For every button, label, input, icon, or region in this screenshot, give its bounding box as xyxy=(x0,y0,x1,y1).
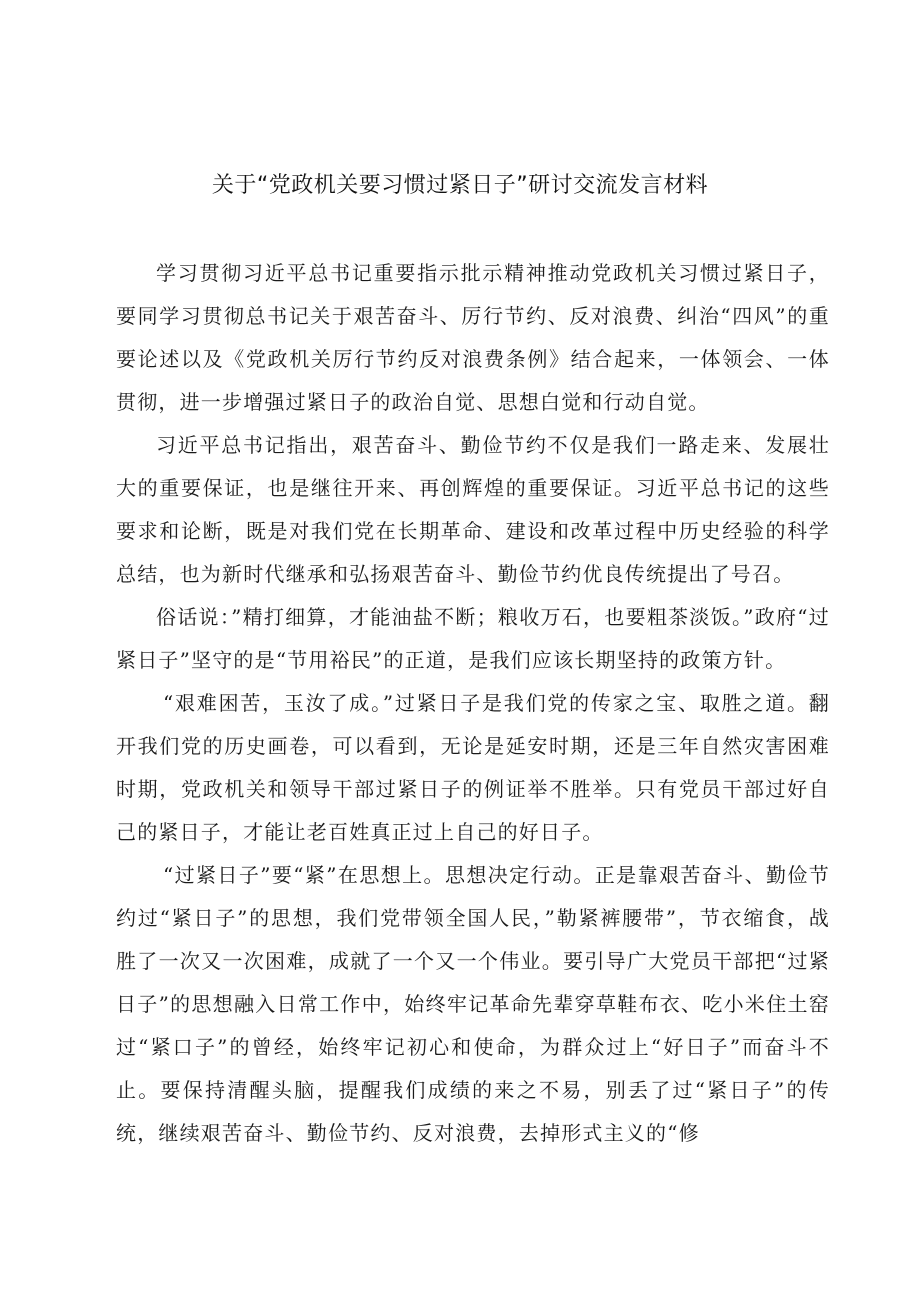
paragraph-3: 俗话说：”精打细算，才能油盐不断；粮收万石，也要粗茶淡饭。”政府“过紧日子”坚守的是“节用裕民”的正道，是我们应该长期坚持的政策方针。 xyxy=(116,605,830,672)
paragraph-5: “过紧日子”要“紧”在思想上。思想决定行动。正是靠艰苦奋斗、勤俭节约过“紧日子”的思想，我们党带领全国人民，”勒紧裤腰带”，节衣缩食，战胜了一次又一次困难，成就了一个又一个伟业。要引导广大党员干部把“过紧日子”的思想融入日常工作中，始终牢记革命先辈穿草鞋布衣、吃小米住土窑过“紧口子”的曾经，始终牢记初心和使命，为群众过上“好日子”而奋斗不止。要保持清醒头脑，提醒我们成绩的来之不易，别丢了过“紧日子”的传统，继续艰苦奋斗、勤俭节约、反对浪费，去掉形式主义的“修 xyxy=(116,863,830,1145)
document-title: 关于“党政机关要习惯过紧日子”研讨交流发言材料 xyxy=(211,173,709,198)
paragraph-2: 习近平总书记指出，艰苦奋斗、勤俭节约不仅是我们一路走来、发展壮大的重要保证，也是继往开来、再创辉煌的重要保证。习近平总书记的这些要求和论断，既是对我们党在长期革命、建设和改革过程中历史经验的科学总结，也为新时代继承和弘扬艰苦奋斗、勤俭节约优良传统提出了号召。 xyxy=(116,433,830,586)
paragraph-4: “艰难困苦，玉汝了成。”过紧日子是我们党的传家之宝、取胜之道。翻开我们党的历史画卷，可以看到，无论是延安时期，还是三年自然灾害困难时期，党政机关和领导干部过紧日子的例证举不胜举。只有党员干部过好自己的紧日子，才能让老百姓真正过上自己的好日子。 xyxy=(116,691,830,844)
paragraph-1: 学习贯彻习近平总书记重要指示批示精神推动党政机关习惯过紧日子，要同学习贯彻总书记关于艰苦奋斗、厉行节约、反对浪费、纠治“四风”的重要论述以及《党政机关厉行节约反对浪费条例》结合起来，一体领会、一体贯彻，进一步增强过紧日子的政治自觉、思想白觉和行动自觉。 xyxy=(116,261,830,414)
document-body xyxy=(116,252,830,1155)
